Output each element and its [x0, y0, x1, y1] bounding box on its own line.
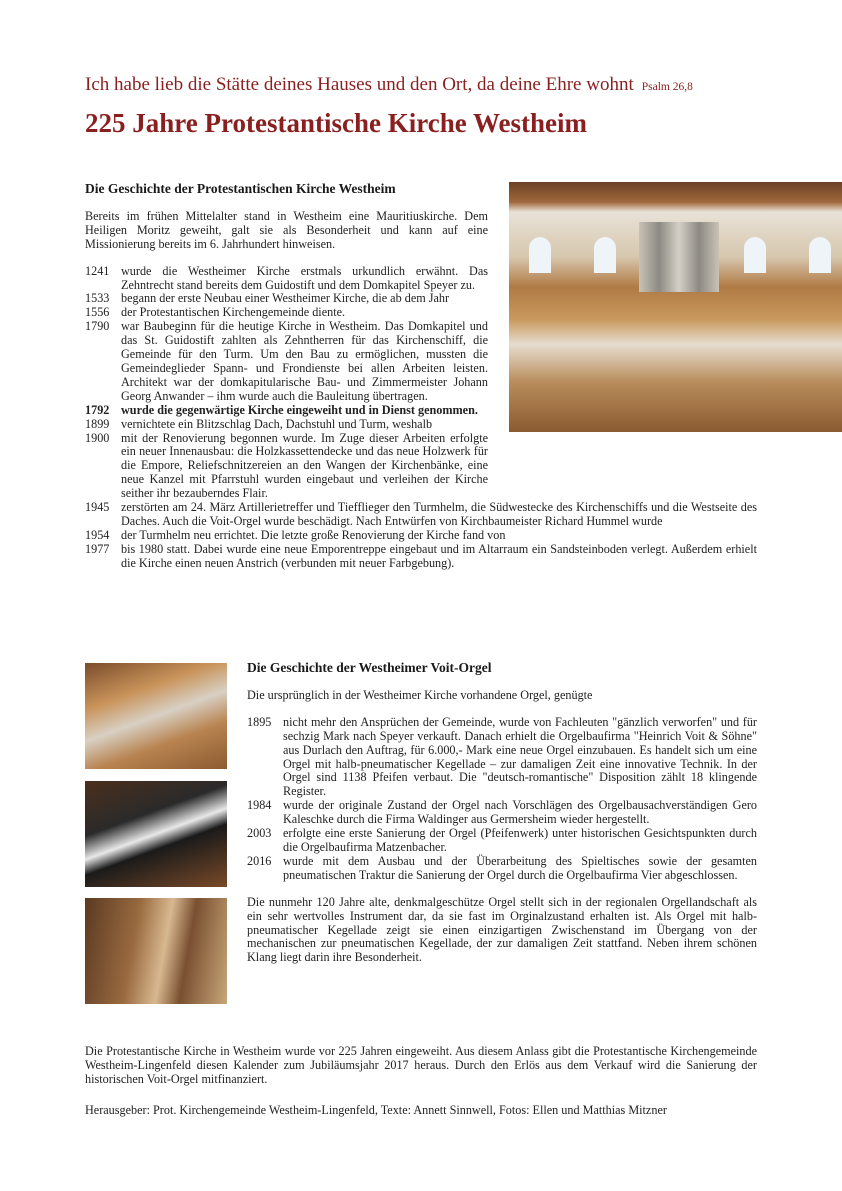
timeline-year: 2016	[247, 853, 272, 868]
intro-paragraph: Die ursprünglich in der Westheimer Kirche vorhandene Orgel, genügte	[247, 687, 593, 702]
quote-reference: Psalm 26,8	[641, 81, 693, 93]
timeline-entry	[247, 855, 757, 883]
timeline-text: der Protestantischen Kirchengemeinde diente.	[121, 305, 346, 320]
timeline-entry	[85, 501, 757, 529]
church-history-section	[85, 182, 757, 571]
organ-photo	[85, 663, 227, 769]
timeline-entry	[247, 716, 757, 799]
timeline-year: 2003	[247, 826, 272, 841]
timeline-entry	[247, 799, 757, 827]
timeline-entry	[85, 292, 488, 306]
timeline-year: 1792	[85, 402, 110, 417]
timeline-year: 1241	[85, 263, 110, 278]
church-interior-photo	[509, 182, 842, 432]
timeline-entry	[85, 404, 488, 418]
timeline-year: 1790	[85, 319, 110, 334]
intro-paragraph: Bereits im frühen Mittelalter stand in Westheim eine Mauritiuskirche. Dem Heiligen Moritz geweiht, galt sie als Besonderheit und kann auf eine Missionierung bereits im 6. Jahrhundert hinweisen.	[85, 208, 488, 251]
section-heading: Die Geschichte der Westheimer Voit-Orgel	[247, 660, 492, 675]
timeline-text: erfolgte eine erste Sanierung der Orgel (Pfeifenwerk) unter historischen Gesichtspunkten durch die Orgelbaufirma Matzenbacher.	[283, 826, 757, 854]
timeline-year: 1954	[85, 527, 110, 542]
timeline-year: 1895	[247, 714, 272, 729]
window	[809, 237, 831, 273]
timeline-text: bis 1980 statt. Dabei wurde eine neue Emporentreppe eingebaut und im Altarraum ein Sandsteinboden verlegt. Außerdem erhielt die Kirche einen neuen Anstrich (verbunden mit neuer Farbgebung).	[121, 541, 757, 570]
timeline-year: 1984	[247, 798, 272, 813]
organ-history-section	[247, 661, 757, 978]
timeline-text: vernichtete ein Blitzschlag Dach, Dachstuhl und Turm, weshalb	[121, 416, 433, 431]
timeline-entry	[247, 827, 757, 855]
psalm-quote	[85, 74, 693, 96]
timeline-year: 1945	[85, 500, 110, 515]
timeline-text: wurde mit dem Ausbau und der Überarbeitung des Spieltisches sowie der gesamten pneumatischen Traktur die Sanierung der Orgel durch die Orgelbaufirma Vier abgeschlossen.	[283, 853, 757, 882]
timeline-entry	[85, 265, 488, 293]
window	[529, 237, 551, 273]
organ-console-photo	[85, 781, 227, 887]
timeline-entry	[85, 320, 488, 403]
timeline-entry	[85, 529, 757, 543]
section-heading: Die Geschichte der Protestantischen Kirche Westheim	[85, 181, 396, 196]
timeline-text: nicht mehr den Ansprüchen der Gemeinde, wurde von Fachleuten "gänzlich verworfen" und für sechzig Mark nach Speyer verkauft. Danach erhielt die Orgelbaufirma "Heinrich Voit & Söhne" aus Durlach den Auftrag, für 6.000,- Mark eine neue Orgel einzubauen. Es handelt sich um eine Orgel mit halb-pneumatischer Kegellade – zur damaligen Zeit eine innovative Technik. In der Orgel sind 1138 Pfeifen verbaut. Die "deutsch-romantische" Disposition zählt 18 klingende Register.	[283, 714, 757, 799]
timeline-entry	[85, 432, 488, 502]
quote-text: Ich habe lieb die Stätte deines Hauses und den Ort, da deine Ehre wohnt	[85, 74, 634, 95]
timeline-year: 1533	[85, 291, 110, 306]
closing-paragraph: Die nunmehr 120 Jahre alte, denkmalgeschütze Orgel stellt sich in der regionalen Orgellandschaft als ein sehr wertvolles Instrument dar, da sie fast im Orginalzustand erhalten ist. Als Orgel mit halb-pneumatischer Kegellade zeigt sie einen einzigartigen Zwischenstand im Übergang von der mechanischen zur pneumatischen Kegellade, der zur damaligen Zeit stattfand. Neben ihrem schönen Klang liegt darin ihre Besonderheit.	[247, 894, 757, 965]
timeline-entry	[85, 543, 757, 571]
timeline-entry	[85, 306, 488, 320]
timeline-year: 1900	[85, 430, 110, 445]
timeline-year: 1556	[85, 305, 110, 320]
timeline-text: wurde die Westheimer Kirche erstmals urkundlich erwähnt. Das Zehntrecht stand bereits dem Guidostift und dem Domkapitel Speyer zu.	[121, 263, 488, 292]
footer-text: Die Protestantische Kirche in Westheim wurde vor 225 Jahren eingeweiht. Aus diesem Anlass gibt die Protestantische Kirchengemeinde Westheim-Lingenfeld diesen Kalender zum Jubiläumsjahr 2017 heraus. Durch den Erlös aus dem Verkauf wird die Sanierung der historischen Voit-Orgel mitfinanziert.	[85, 1044, 757, 1086]
timeline-text: mit der Renovierung begonnen wurde. Im Zuge dieser Arbeiten erfolgte ein neuer Innenausbau: die Holzkassettendecke und das neue Holzwerk für die Empore, Reliefschnitzereien an den Wangen der Kirchenbänke, eine neue Kanzel mit Pfarrstuhl wurden eingebaut und verleihen der Kirche seither ihr bezauberndes Flair.	[121, 430, 488, 501]
timeline-text: begann der erste Neubau einer Westheimer Kirche, die ab dem Jahr	[121, 291, 450, 306]
organ-pipes	[639, 222, 719, 292]
timeline-year: 1899	[85, 416, 110, 431]
church-pew-photo	[85, 898, 227, 1004]
timeline-text: wurde der originale Zustand der Orgel nach Vorschlägen des Orgelbausachverständigen Gero Kaleschke durch die Firma Waldinger aus Germersheim wieder hergestellt.	[283, 798, 757, 827]
timeline-text: zerstörten am 24. März Artillerietreffer und Tiefflieger den Turmhelm, die Südwestecke des Kirchenschiffs und die Westseite des Daches. Auch die Voit-Orgel wurde beschädigt. Nach Entwürfen von Kirchbaumeister Richard Hummel wurde	[121, 500, 757, 528]
organ-timeline	[247, 716, 757, 883]
window	[594, 237, 616, 273]
timeline-year: 1977	[85, 541, 110, 556]
timeline-entry	[85, 418, 488, 432]
page-title: 225 Jahre Protestantische Kirche Westheim	[85, 108, 587, 138]
timeline-text: der Turmhelm neu errichtet. Die letzte große Renovierung der Kirche fand von	[121, 527, 506, 542]
timeline-text: war Baubeginn für die heutige Kirche in Westheim. Das Domkapitel und das St. Guidostift zahlten als Zehntherren für das Kirchenschiff, die Gemeinde für den Turm. Um den Bau zu ermöglichen, mussten die Gemeindeglieder Spann- und Frondienste bei allen Arbeiten leisten. Architekt war der domkapitularische Bau- und Zimmermeister Johann Georg Anwander – ihm wurde auch die Bauleitung übertragen.	[121, 319, 488, 403]
credits: Herausgeber: Prot. Kirchengemeinde Westheim-Lingenfeld, Texte: Annett Sinnwell, Fotos: Ellen und Matthias Mitzner	[85, 1103, 667, 1117]
window	[744, 237, 766, 273]
timeline-text: wurde die gegenwärtige Kirche eingeweiht und in Dienst genommen.	[121, 402, 478, 417]
